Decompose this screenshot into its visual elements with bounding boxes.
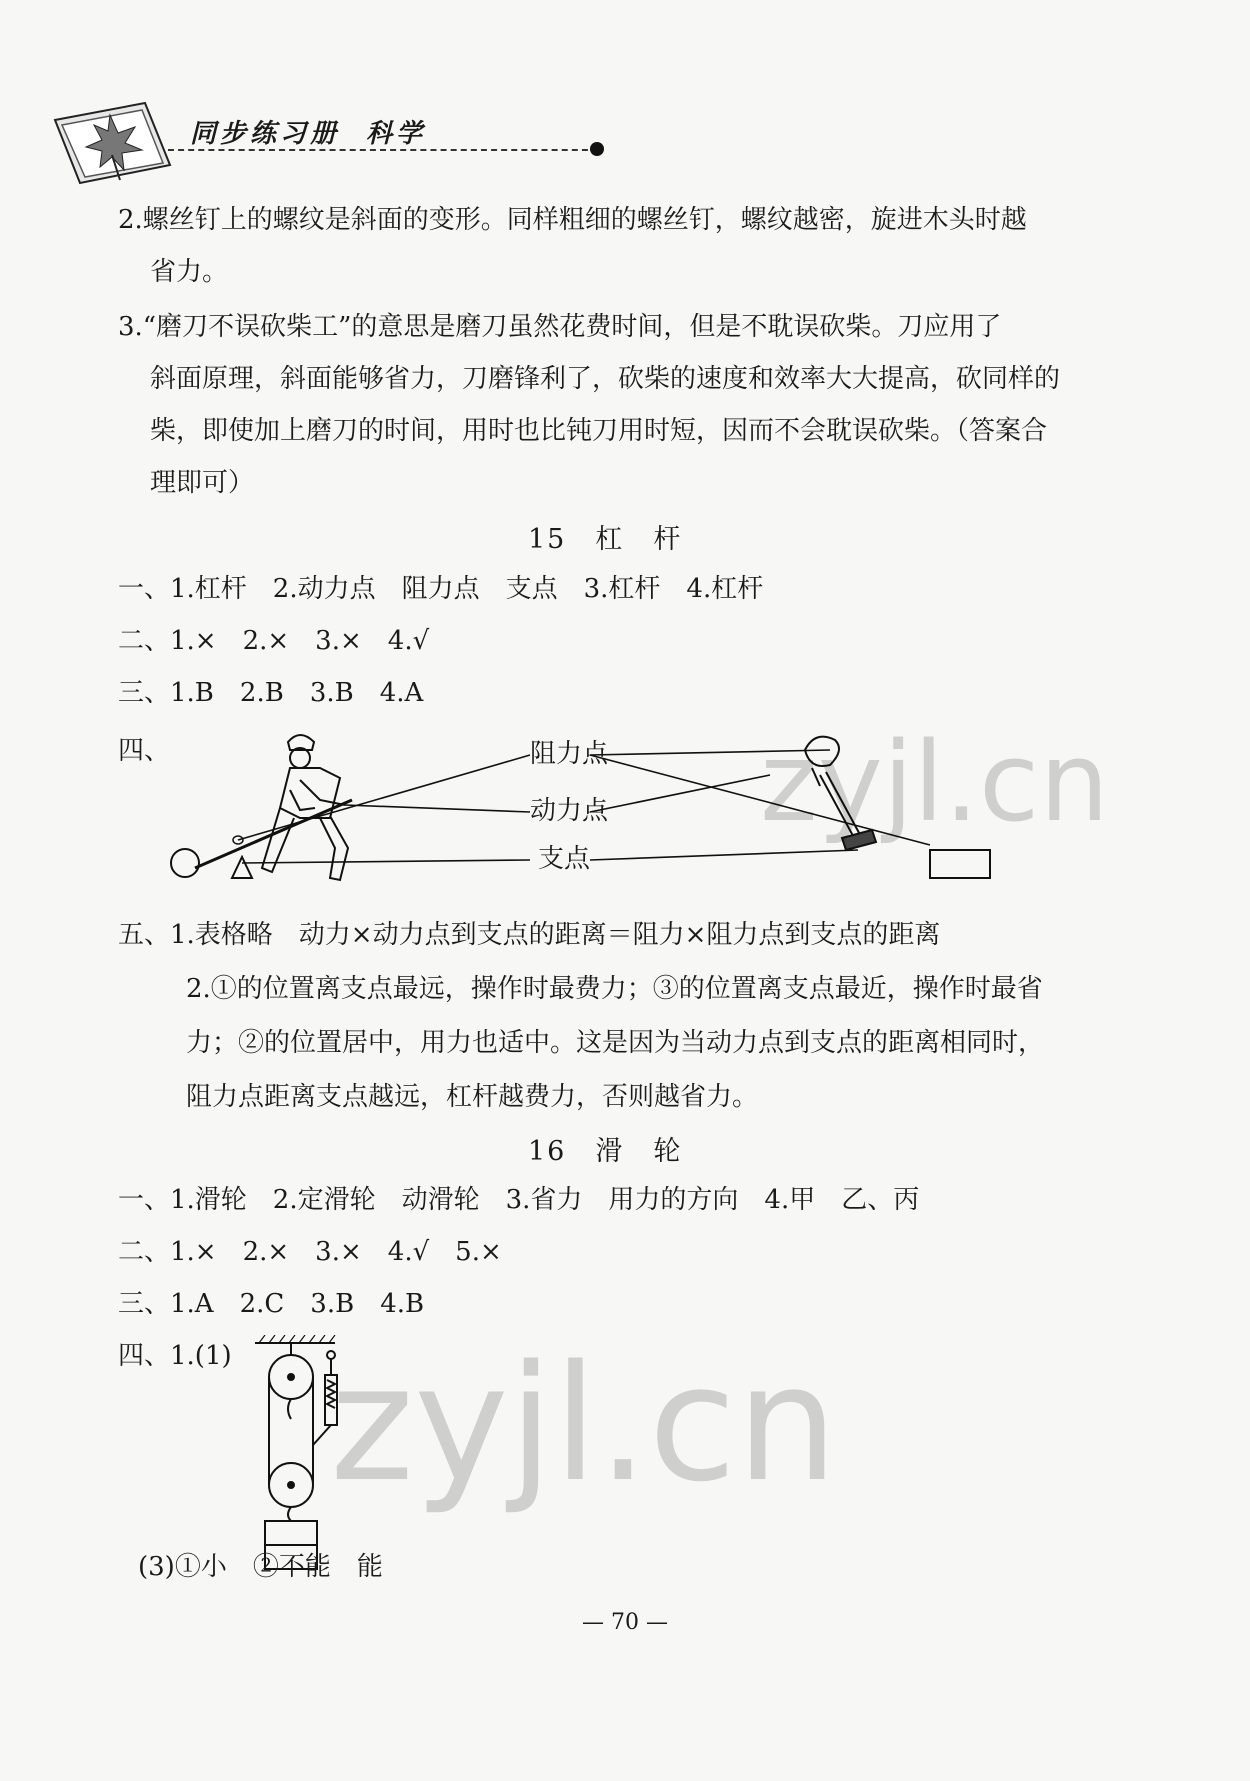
label-effort-point: 动力点 [530, 796, 609, 826]
watermark: zyjl.cn [760, 718, 1110, 846]
answer-line: 省力。 [150, 257, 229, 287]
answer-line: 二、1.× 2.× 3.× 4.√ 5.× [118, 1237, 502, 1267]
page-number: — 70 — [582, 1610, 668, 1635]
hammer-figure [805, 737, 990, 878]
pulley-diagram [255, 1335, 375, 1575]
answer-line: 一、1.滑轮 2.定滑轮 动滑轮 3.省力 用力的方向 4.甲 乙、丙 [118, 1185, 920, 1215]
question-label: 四、 [118, 736, 171, 766]
section-heading-15: 15 杠 杆 [528, 524, 683, 555]
answer-line: 二、1.× 2.× 3.× 4.√ [118, 626, 430, 656]
answer-line: 斜面原理，斜面能够省力，刀磨锋利了，砍柴的速度和效率大大提高，砍同样的 [150, 364, 1061, 394]
answer-line: 2.①的位置离支点最远，操作时最费力；③的位置离支点最近，操作时最省 [186, 974, 1043, 1004]
answer-line: 柴，即使加上磨刀的时间，用时也比钝刀用时短，因而不会耽误砍柴。（答案合 [150, 416, 1048, 446]
answer-line: 一、1.杠杆 2.动力点 阻力点 支点 3.杠杆 4.杠杆 [118, 574, 764, 604]
label-fulcrum: 支点 [538, 844, 591, 874]
subject-label: 科学 [366, 119, 427, 149]
answer-line: 五、1.表格略 动力×动力点到支点的距离＝阻力×阻力点到支点的距离 [118, 920, 941, 950]
header [50, 95, 580, 190]
header-divider [168, 149, 598, 151]
answer-line: (3)①小 ②不能 能 [138, 1552, 383, 1582]
answer-line: 三、1.A 2.C 3.B 4.B [118, 1289, 425, 1319]
book-title: 同步练习册 [190, 119, 341, 149]
answer-line: 三、1.B 2.B 3.B 4.A [118, 678, 424, 708]
answer-line: 力；②的位置居中，用力也适中。这是因为当动力点到支点的距离相同时， [186, 1028, 1045, 1058]
lever-diagram [0, 720, 1250, 890]
question-label: 四、1.(1) [118, 1341, 232, 1371]
answer-line: 3.“磨刀不误砍柴工”的意思是磨刀虽然花费时间，但是不耽误砍柴。刀应用了 [118, 312, 1002, 342]
section-heading-16: 16 滑 轮 [528, 1136, 683, 1167]
answer-line: 理即可） [150, 468, 255, 498]
answer-line: 2.螺丝钉上的螺纹是斜面的变形。同样粗细的螺丝钉，螺纹越密，旋进木头时越 [118, 205, 1027, 235]
header-title [190, 113, 426, 150]
watermark: zyjl.cn [330, 1330, 838, 1517]
maple-leaf-book-icon [50, 95, 180, 190]
header-dot [590, 142, 604, 156]
label-resistance-point: 阻力点 [530, 739, 609, 769]
answer-line: 阻力点距离支点越远，杠杆越费力，否则越省力。 [186, 1082, 759, 1112]
